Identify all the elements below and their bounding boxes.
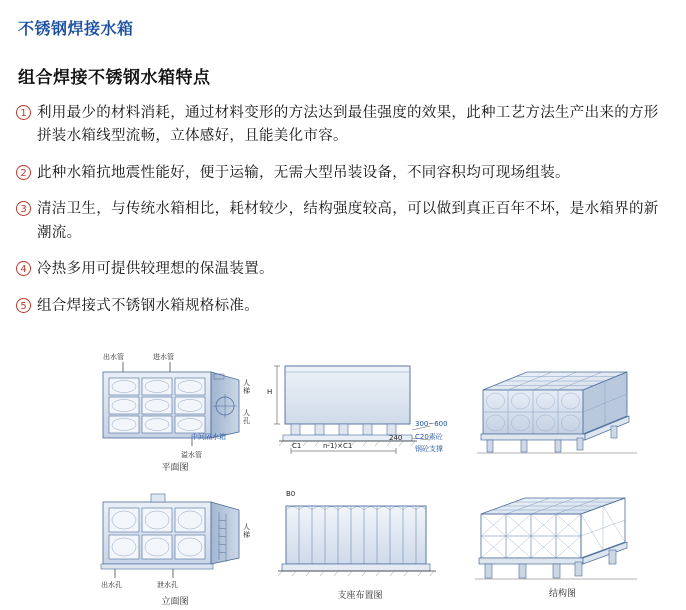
figure-structure-view [465,490,660,608]
list-item [16,162,670,185]
figure-caption-structure: 结构图 [548,589,576,599]
structure-view-drawing [465,490,660,590]
figure-elevation-view [95,490,255,608]
list-item [16,295,670,318]
list-marker: 4 [16,261,31,276]
list-item-text: 冷热多用可提供较理想的保温装置。 [37,261,274,278]
feature-list [16,102,670,318]
figure-structure-top [465,360,655,470]
plan-label-inlet-pipe: 进水管 [153,353,174,361]
list-marker: 1 [16,105,31,120]
elevation-label-drain-hole: 泄水孔 [157,581,178,589]
plan-label-manhole: 人孔 [243,409,250,425]
list-item [16,258,670,281]
support-label-240: 240 [389,434,403,442]
figure-caption-plan: 平面图 [161,463,189,473]
elevation-label-ladder: 人梯 [243,523,250,539]
figure-gallery [0,352,686,610]
figure-caption-support: 支座布置图 [337,591,383,601]
figure-support-layout-top [265,356,455,476]
list-item [16,198,670,245]
support-label-height: H [267,388,273,396]
list-marker: 2 [16,165,31,180]
structure-top-drawing [465,360,655,465]
plan-label-outlet-pipe: 出水管 [103,353,124,361]
elevation-view-drawing [95,490,255,592]
list-item-text: 此种水箱抗地震性能好，便于运输，无需大型吊装设备，不同容积均可现场组装。 [37,164,570,181]
figure-caption-elevation: 立面图 [161,597,189,607]
list-marker: 5 [16,298,31,313]
support-label-c1: C1 [292,442,302,450]
list-item-text: 组合焊接式不锈钢水箱规格标准。 [37,297,259,314]
plan-label-partition: 中间隔水箱 [191,433,226,441]
support-label-300-600: 300~600 [415,420,448,428]
support-label-c20-concrete: C20素砼 [415,433,443,441]
list-item [16,102,670,149]
section-subtitle: 组合焊接不锈钢水箱特点 [18,68,211,88]
support-label-spacing: n-1)×C1 [323,442,353,450]
support-label-b0: B0 [286,490,296,498]
list-item-text: 清洁卫生，与传统水箱相比，耗材较少，结构强度较高，可以做到真正百年不坏，是水箱界的新潮流。 [37,201,659,241]
plan-view-drawing [95,358,255,458]
elevation-label-outlet-hole: 出水孔 [101,581,122,589]
plan-label-ladder: 人梯 [243,379,250,395]
list-item-text: 利用最少的材料消耗，通过材料变形的方法达到最佳强度的效果，此种工艺方法生产出来的方形拼装水箱线型流畅，立体感好，且能美化市容。 [37,105,659,145]
page-title: 不锈钢焊接水箱 [18,19,134,38]
figure-plan-view [95,353,255,473]
plan-label-overflow-pipe: 溢水管 [181,451,202,459]
support-layout-bottom-drawing [270,492,450,592]
list-marker: 3 [16,201,31,216]
figure-support-layout [270,492,450,610]
support-label-rc-support: 钢砼支撑 [415,445,443,453]
